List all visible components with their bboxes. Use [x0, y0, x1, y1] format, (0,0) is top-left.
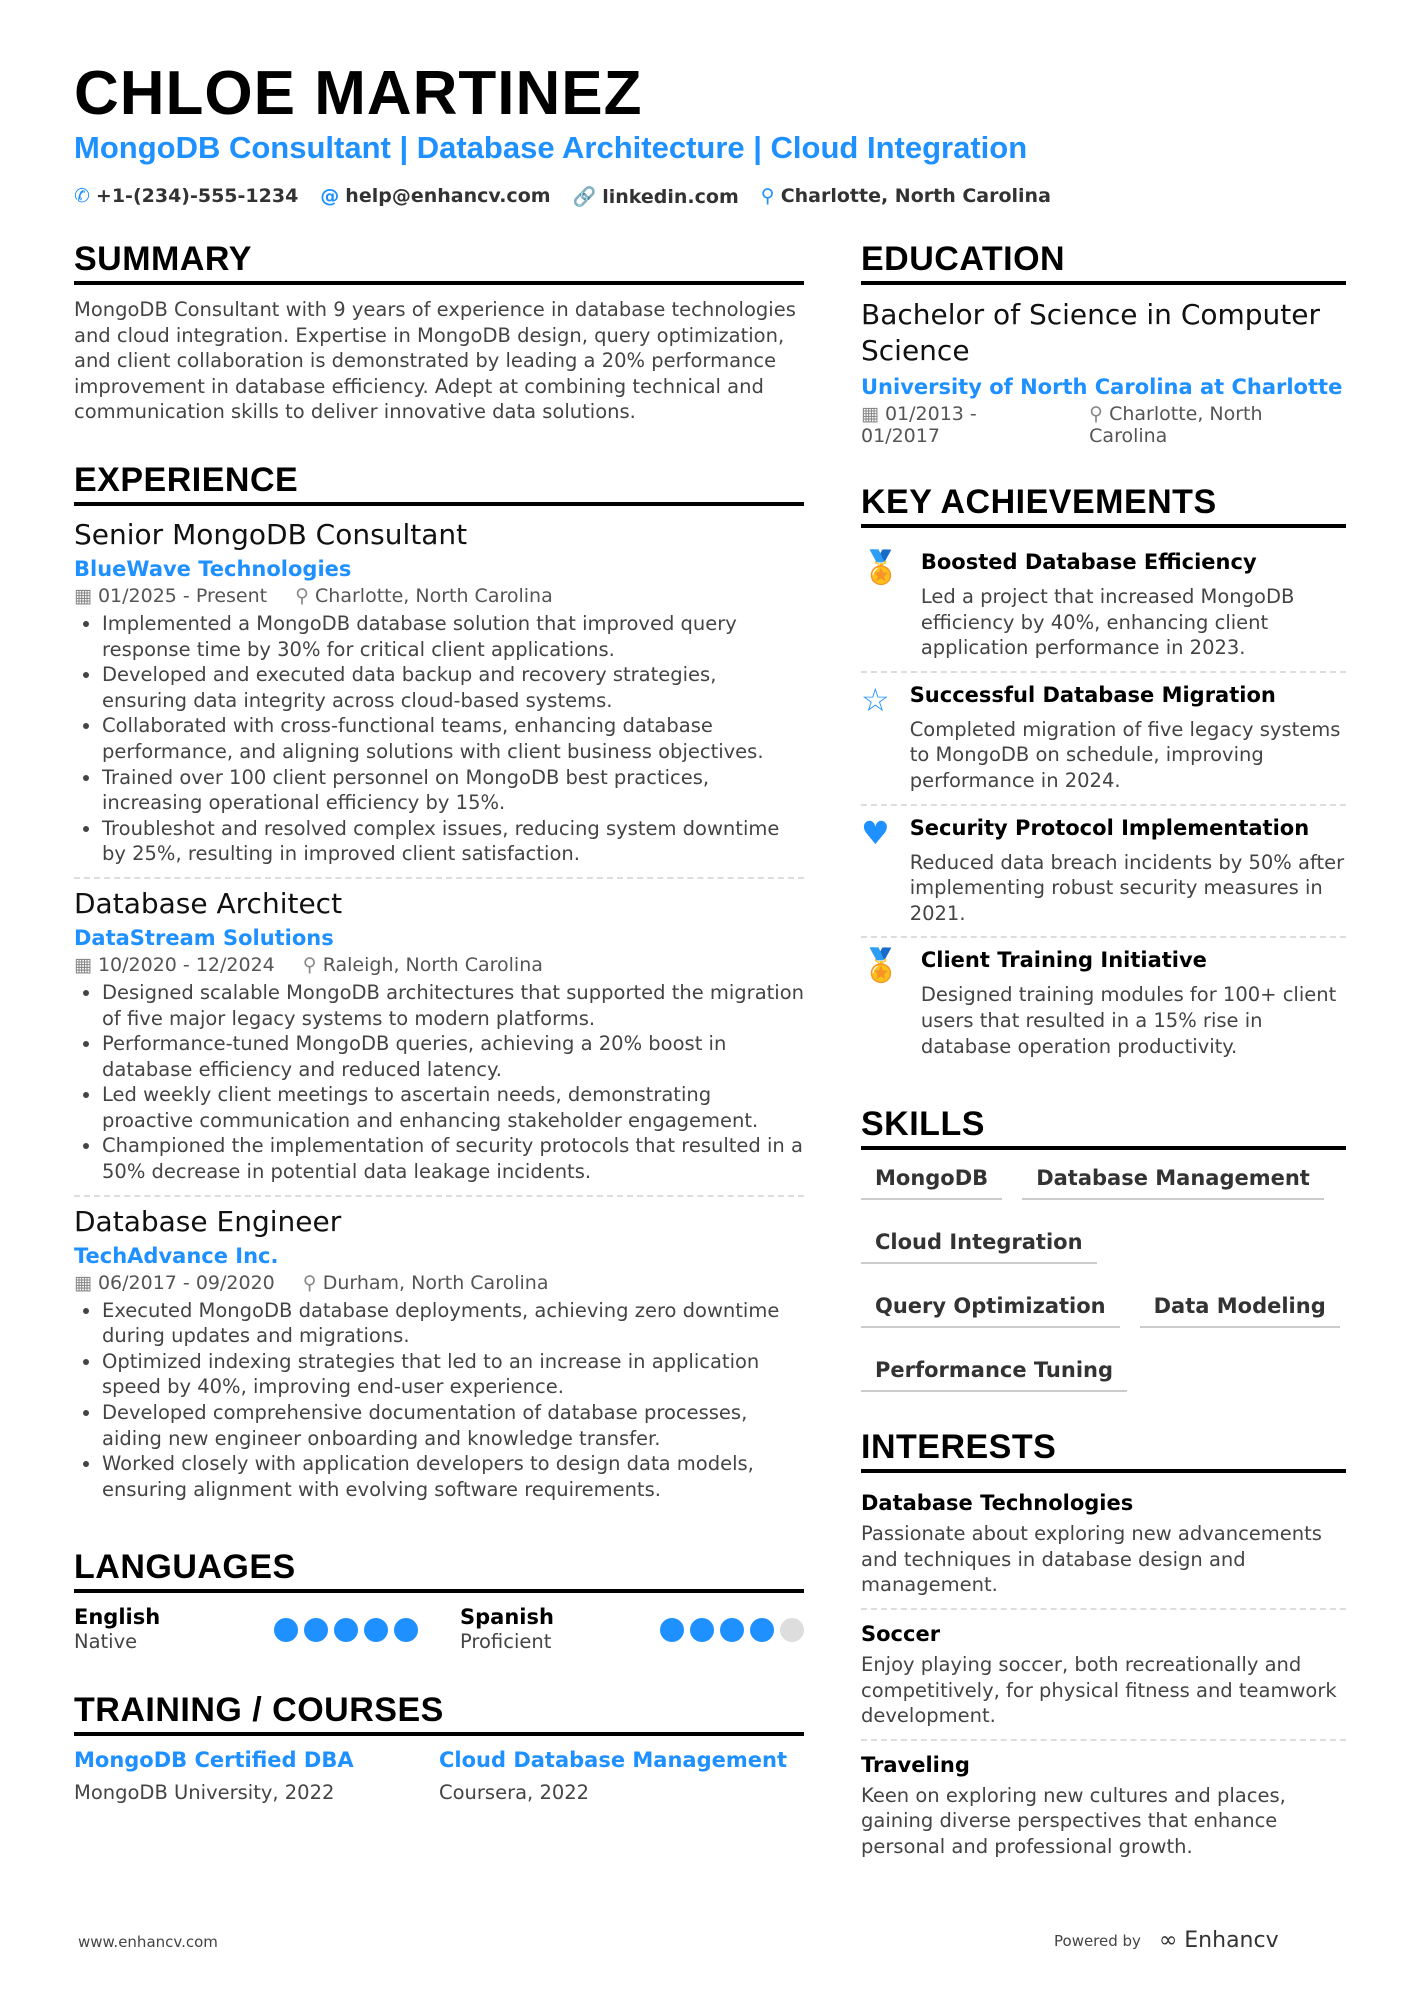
bullet-item: • Performance-tuned MongoDB queries, achieving a 20% boost in database efficiency and reduced latency. — [102, 1031, 804, 1082]
location: Durham, North Carolina — [322, 1271, 549, 1294]
section-title: EXPERIENCE — [74, 461, 804, 506]
proficiency-dot — [750, 1618, 774, 1642]
job-meta — [74, 1272, 804, 1294]
language-text — [460, 1605, 554, 1655]
job-entry — [74, 887, 804, 1197]
achievement-title: Security Protocol Implementation — [909, 815, 1310, 840]
education-meta — [861, 403, 1346, 447]
company-name: TechAdvance Inc. — [74, 1243, 279, 1268]
section-title: LANGUAGES — [74, 1548, 804, 1593]
bullet-item: • Worked closely with application developers to design data models, ensuring alignment with evolving software requirements. — [102, 1451, 804, 1502]
bullet-list — [74, 611, 804, 867]
right-column — [861, 240, 1346, 1905]
job-meta — [74, 954, 804, 976]
proficiency-dot — [304, 1618, 328, 1642]
achievement-body — [910, 816, 1346, 927]
dates: 06/2017 - 09/2020 — [97, 1271, 275, 1294]
interests-section — [861, 1428, 1346, 1869]
skill-tag: Database Management — [1022, 1162, 1324, 1200]
interest-text: Keen on exploring new cultures and places, gaining diverse perspectives that enhance personal and professional growth. — [861, 1783, 1286, 1858]
location-icon: ⚲ — [1089, 403, 1104, 425]
education-section — [861, 240, 1346, 447]
dates: 10/2020 - 12/2024 — [97, 953, 275, 976]
interest-text: Enjoy playing soccer, both recreationally and competitively, for physical fitness and teamwork development. — [861, 1652, 1337, 1728]
training-section — [74, 1691, 804, 1806]
course-name: Cloud Database Management — [439, 1748, 787, 1772]
section-title: SUMMARY — [74, 240, 804, 285]
summary-text: MongoDB Consultant with 9 years of experience in database technologies and cloud integration. Expertise in MongoDB design, query optimization, and client collaboration is demonstrated by leading a 20% performance improvement in database efficiency. Adept at combining technical and communication skills to deliver innovative data solutions. — [74, 298, 796, 424]
at-icon: @ — [320, 185, 340, 207]
language-level: Proficient — [460, 1630, 552, 1654]
location: Raleigh, North Carolina — [322, 953, 543, 976]
contact-text: +1-(234)-555-1234 — [95, 185, 299, 207]
achievement-body — [910, 683, 1346, 794]
calendar-icon: ▦ — [861, 403, 879, 425]
footer-branding — [1054, 1928, 1279, 1953]
skill-tag: Data Modeling — [1140, 1290, 1340, 1328]
link-icon: 🔗 — [572, 186, 597, 208]
location-icon: ⚲ — [295, 584, 310, 607]
achievement-body — [921, 948, 1346, 1059]
experience-section — [74, 461, 804, 1512]
proficiency-dot — [364, 1618, 388, 1642]
candidate-name: CHLOE MARTINEZ — [74, 59, 643, 128]
language-item — [74, 1605, 418, 1655]
job-title: Database Engineer — [74, 1204, 342, 1238]
bullet-item: • Collaborated with cross-functional teams, enhancing database performance, and aligning solutions with client business objectives. — [102, 713, 804, 764]
contact-text: help@enhancv.com — [345, 185, 551, 207]
course-item — [439, 1748, 804, 1806]
bullet-list — [74, 980, 804, 1185]
dates: 01/2025 - Present — [97, 584, 268, 607]
proficiency-dot — [690, 1618, 714, 1642]
achievements-section — [861, 483, 1346, 1069]
bullet-item: • Implemented a MongoDB database solution that improved query response time by 30% for critical client applications. — [102, 611, 804, 662]
dates: 01/2013 - 01/2017 — [861, 403, 977, 447]
bullet-item: • Troubleshot and resolved complex issues, reducing system downtime by 25%, resulting in improved client satisfaction. — [102, 816, 804, 867]
footer-website[interactable]: www.enhancv.com — [78, 1933, 218, 1951]
language-text — [74, 1605, 160, 1655]
dates-wrap — [74, 954, 275, 976]
school: University of North Carolina at Charlotte — [861, 375, 1343, 399]
bullet-list — [74, 1298, 804, 1503]
headline: MongoDB Consultant | Database Architecture | Cloud Integration — [74, 130, 1028, 165]
language-name: English — [74, 1605, 161, 1630]
contact-item[interactable] — [320, 185, 550, 208]
proficiency-dot — [660, 1618, 684, 1642]
interest-item — [861, 1485, 1346, 1610]
section-title: INTERESTS — [861, 1428, 1346, 1473]
contact-item[interactable] — [74, 185, 298, 208]
achievement-body — [921, 550, 1346, 661]
achievement-text: Reduced data breach incidents by 50% after implementing robust security measures in 2021. — [909, 850, 1345, 925]
location-icon: ⚲ — [302, 1271, 317, 1294]
company-name: DataStream Solutions — [74, 925, 334, 950]
section-title: TRAINING / COURSES — [74, 1691, 804, 1736]
location-icon: ⚲ — [760, 185, 775, 207]
interest-item — [861, 1616, 1346, 1741]
location-icon: ⚲ — [302, 953, 317, 976]
contact-text: linkedin.com — [602, 186, 739, 208]
achievement-item — [861, 938, 1346, 1069]
skill-tag: Performance Tuning — [861, 1354, 1127, 1392]
phone-icon: ✆ — [74, 185, 90, 207]
contact-item[interactable] — [761, 185, 1051, 208]
section-title: EDUCATION — [861, 240, 1346, 285]
interest-title: Traveling — [861, 1752, 970, 1777]
interest-title: Soccer — [861, 1621, 941, 1646]
achievement-item — [861, 673, 1346, 806]
achievement-title: Successful Database Migration — [909, 682, 1276, 707]
award-icon: 🏅 — [861, 548, 901, 586]
achievement-title: Client Training Initiative — [920, 948, 1207, 973]
interest-title: Database Technologies — [861, 1491, 1134, 1516]
enhancv-logo: ∞ Enhancv — [1158, 1928, 1279, 1953]
course-item — [74, 1748, 439, 1806]
location: Charlotte, North Carolina — [1089, 403, 1263, 447]
achievement-text: Designed training modules for 100+ client users that resulted in a 15% rise in database operation productivity. — [920, 983, 1337, 1058]
achievement-item — [861, 806, 1346, 939]
interest-text: Passionate about exploring new advancements and techniques in database design and management. — [861, 1522, 1322, 1597]
achievement-title: Boosted Database Efficiency — [920, 550, 1257, 574]
interest-item — [861, 1747, 1346, 1870]
achievement-text: Completed migration of five legacy systems to MongoDB on schedule, improving performance in 2024. — [909, 717, 1341, 792]
course-detail: MongoDB University, 2022 — [74, 1781, 335, 1804]
skills-section — [861, 1105, 1346, 1392]
left-column — [74, 240, 804, 1842]
proficiency-dot — [720, 1618, 744, 1642]
achievement-item — [861, 540, 1346, 673]
star-icon: ☆ — [861, 680, 890, 719]
dates-wrap — [74, 585, 267, 607]
dates-wrap — [74, 1272, 275, 1294]
job-title: Database Architect — [74, 886, 343, 920]
language-item — [460, 1605, 804, 1655]
contact-bar — [74, 185, 1051, 208]
job-entry — [74, 1205, 804, 1513]
job-entry — [74, 518, 804, 879]
course-detail: Coursera, 2022 — [439, 1781, 590, 1804]
bullet-item: • Executed MongoDB database deployments, achieving zero downtime during updates and migrations. — [102, 1298, 804, 1349]
award-icon: 🏅 — [861, 946, 901, 985]
job-title: Senior MongoDB Consultant — [74, 517, 468, 551]
proficiency-dots — [274, 1605, 418, 1655]
location: Charlotte, North Carolina — [315, 584, 553, 607]
skill-tag: MongoDB — [861, 1162, 1002, 1200]
powered-by: Powered by — [1054, 1931, 1141, 1950]
bullet-item: • Developed and executed data backup and recovery strategies, ensuring data integrity across cloud-based systems. — [102, 662, 804, 713]
section-title: SKILLS — [861, 1105, 1346, 1150]
calendar-icon: ▦ — [74, 1271, 92, 1294]
proficiency-dot — [274, 1618, 298, 1642]
location-wrap — [303, 954, 543, 976]
bullet-item: • Designed scalable MongoDB architectures that supported the migration of five major legacy systems to modern platforms. — [102, 980, 804, 1031]
course-name: MongoDB Certified DBA — [74, 1748, 354, 1772]
language-name: Spanish — [460, 1605, 554, 1630]
languages-section — [74, 1548, 804, 1655]
skill-tag: Query Optimization — [861, 1290, 1120, 1328]
summary-section — [74, 240, 804, 425]
heart-icon: ♥ — [861, 813, 890, 852]
proficiency-dots — [660, 1605, 804, 1655]
language-level: Native — [74, 1630, 138, 1654]
bullet-item: • Optimized indexing strategies that led to an increase in application speed by 40%, improving end-user experience. — [102, 1349, 804, 1400]
skill-tag: Cloud Integration — [861, 1226, 1097, 1264]
proficiency-dot — [780, 1618, 804, 1642]
proficiency-dot — [334, 1618, 358, 1642]
contact-item[interactable] — [573, 185, 739, 208]
contact-text: Charlotte, North Carolina — [780, 185, 1051, 207]
company-name: BlueWave Technologies — [74, 556, 352, 581]
section-title: KEY ACHIEVEMENTS — [861, 483, 1346, 528]
bullet-item: • Led weekly client meetings to ascertain needs, demonstrating proactive communication and enhancing stakeholder engagement. — [102, 1082, 804, 1133]
bullet-item: • Trained over 100 client personnel on MongoDB best practices, increasing operational efficiency by 15%. — [102, 765, 804, 816]
bullet-item: • Developed comprehensive documentation of database processes, aiding new engineer onboarding and knowledge transfer. — [102, 1400, 804, 1451]
calendar-icon: ▦ — [74, 584, 92, 607]
location-wrap — [303, 1272, 549, 1294]
job-meta — [74, 585, 804, 607]
achievement-text: Led a project that increased MongoDB efficiency by 40%, enhancing client application performance in 2023. — [920, 585, 1295, 660]
proficiency-dot — [394, 1618, 418, 1642]
calendar-icon: ▦ — [74, 953, 92, 976]
degree: Bachelor of Science in Computer Science — [861, 298, 1321, 367]
location-wrap — [295, 585, 553, 607]
bullet-item: • Championed the implementation of security protocols that resulted in a 50% decrease in potential data leakage incidents. — [102, 1133, 804, 1184]
